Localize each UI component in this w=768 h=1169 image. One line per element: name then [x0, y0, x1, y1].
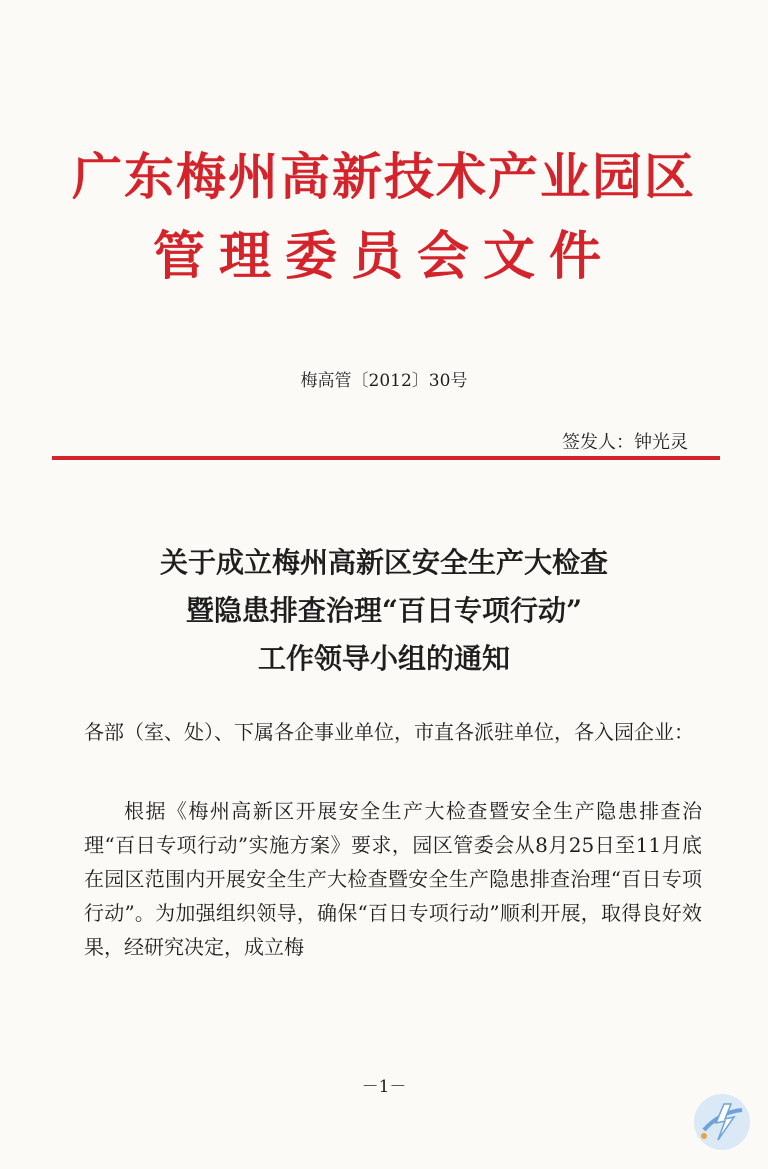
issuer-title-line2: 管理委员会文件	[152, 226, 615, 287]
subject-line3: 工作领导小组的通知	[257, 642, 510, 675]
subject-line1: 关于成立梅州高新区安全生产大检查	[159, 546, 608, 579]
subject-line2: 暨隐患排查治理“百日专项行动”	[185, 594, 583, 627]
signer: 签发人：钟光灵	[562, 432, 688, 453]
addressee: 各部（室、处）、下属各企事业单位，市直各派驻单位，各入园企业：	[84, 720, 694, 744]
page-number: －1－	[361, 1077, 407, 1097]
red-divider-line	[52, 456, 720, 460]
document-number: 梅高管〔2012〕30号	[300, 371, 468, 391]
issuer-title-line1: 广东梅州高新技术产业园区	[72, 147, 696, 206]
body-paragraph: 根据《梅州高新区开展安全生产大检查暨安全生产隐患排查治理“百日专项行动”实施方案》要求，园区管委会从8月25日至11月底在园区范围内开展安全生产大检查暨安全生产隐患排查治理“百日专项行动”。为加强组织领导，确保“百日专项行动”顺利开展，取得良好效果，经研究决定，成立梅	[84, 799, 702, 959]
watermark-logo-icon	[690, 1090, 754, 1154]
